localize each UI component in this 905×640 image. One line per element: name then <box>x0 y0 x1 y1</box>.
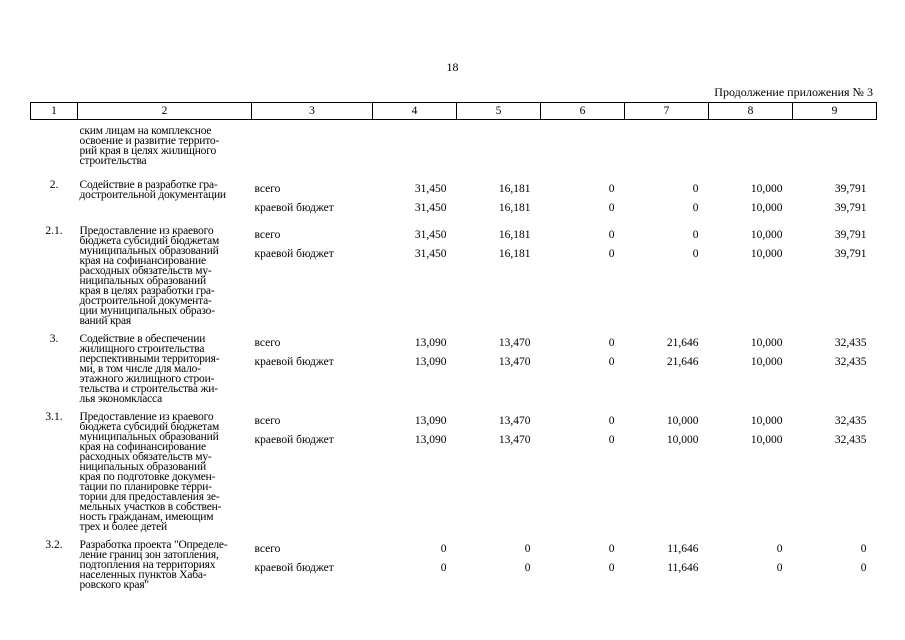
value: 10,000 <box>750 248 783 260</box>
funding-source <box>252 220 373 328</box>
column-header: 9 <box>793 103 877 120</box>
funding-source <box>252 328 373 406</box>
value: 16,181 <box>498 183 531 195</box>
row-number: 2. <box>49 179 59 191</box>
column-header: 1 <box>31 103 78 120</box>
value: 13,470 <box>498 356 531 368</box>
description-line: мельных участков в собствен- <box>79 501 222 513</box>
value: 0 <box>608 229 615 241</box>
value: 11,646 <box>667 543 699 555</box>
table-row <box>31 120 877 173</box>
description-line: рий края в целях жилищного <box>79 145 216 157</box>
table-row <box>31 172 877 220</box>
value-cell <box>541 220 625 328</box>
value-cell <box>793 220 877 328</box>
value: 16,181 <box>498 202 531 214</box>
description-line: ление границ зон затопления, <box>79 549 219 561</box>
value: 39,791 <box>834 183 867 195</box>
description-line: ции муниципальных образо- <box>79 305 215 317</box>
funding-source-label: всего <box>254 415 281 427</box>
description-line: муниципальных образований <box>79 431 219 443</box>
column-header: 8 <box>709 103 793 120</box>
description-line: края на софинансирование <box>79 255 206 267</box>
description-line: муниципальных образований <box>79 245 219 257</box>
value: 21,646 <box>666 356 699 368</box>
funding-source-label: краевой бюджет <box>254 356 334 368</box>
description-line: ваний края <box>79 315 131 327</box>
value-cell <box>541 172 625 220</box>
value-cell <box>793 328 877 406</box>
description-line: тельства и строительства жи- <box>79 383 218 395</box>
funding-source-label: всего <box>254 543 281 555</box>
value: 13,090 <box>414 415 447 427</box>
value: 39,791 <box>834 248 867 260</box>
value: 0 <box>440 543 447 555</box>
row-description <box>78 120 252 173</box>
value: 0 <box>608 415 615 427</box>
description-line: ниципальных образований <box>79 275 206 287</box>
value: 10,000 <box>750 356 783 368</box>
description-line: края на софинансирование <box>79 441 206 453</box>
funding-source-label: всего <box>254 337 281 349</box>
description-line: Предоставление из краевого <box>79 411 214 423</box>
value: 32,435 <box>834 434 867 446</box>
value: 13,090 <box>414 356 447 368</box>
value: 11,646 <box>667 562 699 574</box>
value: 13,470 <box>498 415 531 427</box>
description-line: освоение и развитие террито- <box>79 135 220 147</box>
value-cell <box>709 328 793 406</box>
value: 0 <box>608 434 615 446</box>
value: 10,000 <box>750 229 783 241</box>
value: 13,090 <box>414 337 447 349</box>
value: 31,450 <box>414 202 447 214</box>
page-number: 18 <box>446 60 459 74</box>
description-line: достроительной документа- <box>79 295 212 307</box>
funding-source-label: краевой бюджет <box>254 434 334 446</box>
value: 32,435 <box>834 415 867 427</box>
value: 10,000 <box>750 337 783 349</box>
value-cell <box>373 220 457 328</box>
value: 0 <box>776 562 783 574</box>
description-line: Предоставление из краевого <box>79 225 214 237</box>
value-cell <box>625 220 709 328</box>
value: 13,470 <box>498 337 531 349</box>
continuation-caption: Продолжение приложения № 3 <box>714 85 873 99</box>
row-description <box>78 220 252 328</box>
row-number: 3.1. <box>45 411 63 423</box>
value: 10,000 <box>666 434 699 446</box>
value: 0 <box>692 183 699 195</box>
column-header: 6 <box>541 103 625 120</box>
description-line: этажного жилищного строи- <box>79 373 215 385</box>
value-cell <box>709 172 793 220</box>
description-line: бюджета субсидий бюджетам <box>79 235 220 247</box>
value-cell <box>709 120 793 173</box>
value-cell <box>709 220 793 328</box>
column-header: 7 <box>625 103 709 120</box>
value: 16,181 <box>498 248 531 260</box>
description-line: строительства <box>79 155 147 167</box>
value-cell <box>457 328 541 406</box>
funding-source <box>252 406 373 534</box>
value-cell <box>457 534 541 592</box>
value: 21,646 <box>666 337 699 349</box>
value: 10,000 <box>750 415 783 427</box>
value-cell <box>541 534 625 592</box>
table-row <box>31 406 877 534</box>
value: 31,450 <box>414 183 447 195</box>
value-cell <box>541 406 625 534</box>
value-cell <box>373 172 457 220</box>
value-cell <box>793 120 877 173</box>
value-cell <box>373 120 457 173</box>
column-header: 2 <box>78 103 252 120</box>
value: 0 <box>608 202 615 214</box>
description-line: края в целях разработки гра- <box>79 285 215 297</box>
table-body <box>31 120 877 593</box>
value: 10,000 <box>750 434 783 446</box>
value: 0 <box>608 356 615 368</box>
value: 32,435 <box>834 356 867 368</box>
funding-source-label: краевой бюджет <box>254 562 334 574</box>
value: 13,470 <box>498 434 531 446</box>
description-line: ность гражданам, имеющим <box>79 511 214 523</box>
value: 0 <box>692 202 699 214</box>
value-cell <box>373 406 457 534</box>
value: 0 <box>440 562 447 574</box>
value-cell <box>793 172 877 220</box>
budget-table <box>30 102 877 592</box>
description-line: подтопления на территориях <box>79 559 216 571</box>
value-cell <box>457 172 541 220</box>
funding-source-label: всего <box>254 229 281 241</box>
value-cell <box>625 172 709 220</box>
value: 39,791 <box>834 202 867 214</box>
value: 10,000 <box>750 183 783 195</box>
description-line: расходных обязательств му- <box>79 451 212 463</box>
funding-source <box>252 172 373 220</box>
value: 0 <box>776 543 783 555</box>
value: 0 <box>860 562 867 574</box>
row-description <box>78 534 252 592</box>
value: 39,791 <box>834 229 867 241</box>
description-line: лья экономкласса <box>79 393 162 405</box>
value-cell <box>457 220 541 328</box>
description-line: ми, в том числе для мало- <box>79 363 201 375</box>
column-header: 4 <box>373 103 457 120</box>
funding-source <box>252 534 373 592</box>
value: 0 <box>524 562 531 574</box>
value: 0 <box>524 543 531 555</box>
row-number: 2.1. <box>45 225 63 237</box>
row-description <box>78 328 252 406</box>
description-line: Содействие в разработке гра- <box>79 179 218 191</box>
value-cell <box>625 328 709 406</box>
description-line: трех и более детей <box>79 521 167 533</box>
value-cell <box>709 406 793 534</box>
header-row <box>31 103 877 120</box>
funding-source-label: всего <box>254 183 281 195</box>
value: 10,000 <box>750 202 783 214</box>
value: 0 <box>608 183 615 195</box>
row-description <box>78 406 252 534</box>
value-cell <box>793 534 877 592</box>
value: 0 <box>692 248 699 260</box>
row-description <box>78 172 252 220</box>
value-cell <box>457 120 541 173</box>
description-line: жилищного строительства <box>79 343 205 355</box>
value-cell <box>709 534 793 592</box>
value: 16,181 <box>498 229 531 241</box>
description-line: перспективными территория- <box>79 353 220 365</box>
row-number <box>31 120 78 173</box>
description-line: бюджета субсидий бюджетам <box>79 421 220 433</box>
value-cell <box>793 406 877 534</box>
value-cell <box>625 534 709 592</box>
funding-source <box>252 120 373 173</box>
description-line: края по подготовке докумен- <box>79 471 216 483</box>
value: 0 <box>608 543 615 555</box>
value: 31,450 <box>414 229 447 241</box>
funding-source-label: краевой бюджет <box>254 202 334 214</box>
description-line: ровского края" <box>79 579 149 591</box>
row-number: 3.2. <box>45 539 63 551</box>
description-line: тории для предоставления зе- <box>79 491 220 503</box>
value-cell <box>373 328 457 406</box>
description-line: ниципальных образований <box>79 461 206 473</box>
value: 10,000 <box>666 415 699 427</box>
description-line: ским лицам на комплексное <box>79 125 212 137</box>
description-line: тации по планировке терри- <box>79 481 212 493</box>
table-row <box>31 534 877 592</box>
value: 0 <box>692 229 699 241</box>
value-cell <box>457 406 541 534</box>
value-cell <box>541 120 625 173</box>
description-line: достроительной документации <box>79 189 226 201</box>
column-header: 5 <box>457 103 541 120</box>
value-cell <box>625 406 709 534</box>
description-line: Содействие в обеспечении <box>79 333 206 345</box>
value: 0 <box>608 337 615 349</box>
value: 0 <box>608 562 615 574</box>
table-row <box>31 220 877 328</box>
value: 0 <box>860 543 867 555</box>
value: 31,450 <box>414 248 447 260</box>
description-line: расходных обязательств му- <box>79 265 212 277</box>
description-line: Разработка проекта "Определе- <box>79 539 228 551</box>
value-cell <box>541 328 625 406</box>
value: 13,090 <box>414 434 447 446</box>
value: 32,435 <box>834 337 867 349</box>
column-header: 3 <box>252 103 373 120</box>
row-number: 3. <box>49 333 59 345</box>
value-cell <box>625 120 709 173</box>
funding-source-label: краевой бюджет <box>254 248 334 260</box>
description-line: населенных пунктов Хаба- <box>79 569 207 581</box>
value: 0 <box>608 248 615 260</box>
table-row <box>31 328 877 406</box>
value-cell <box>373 534 457 592</box>
